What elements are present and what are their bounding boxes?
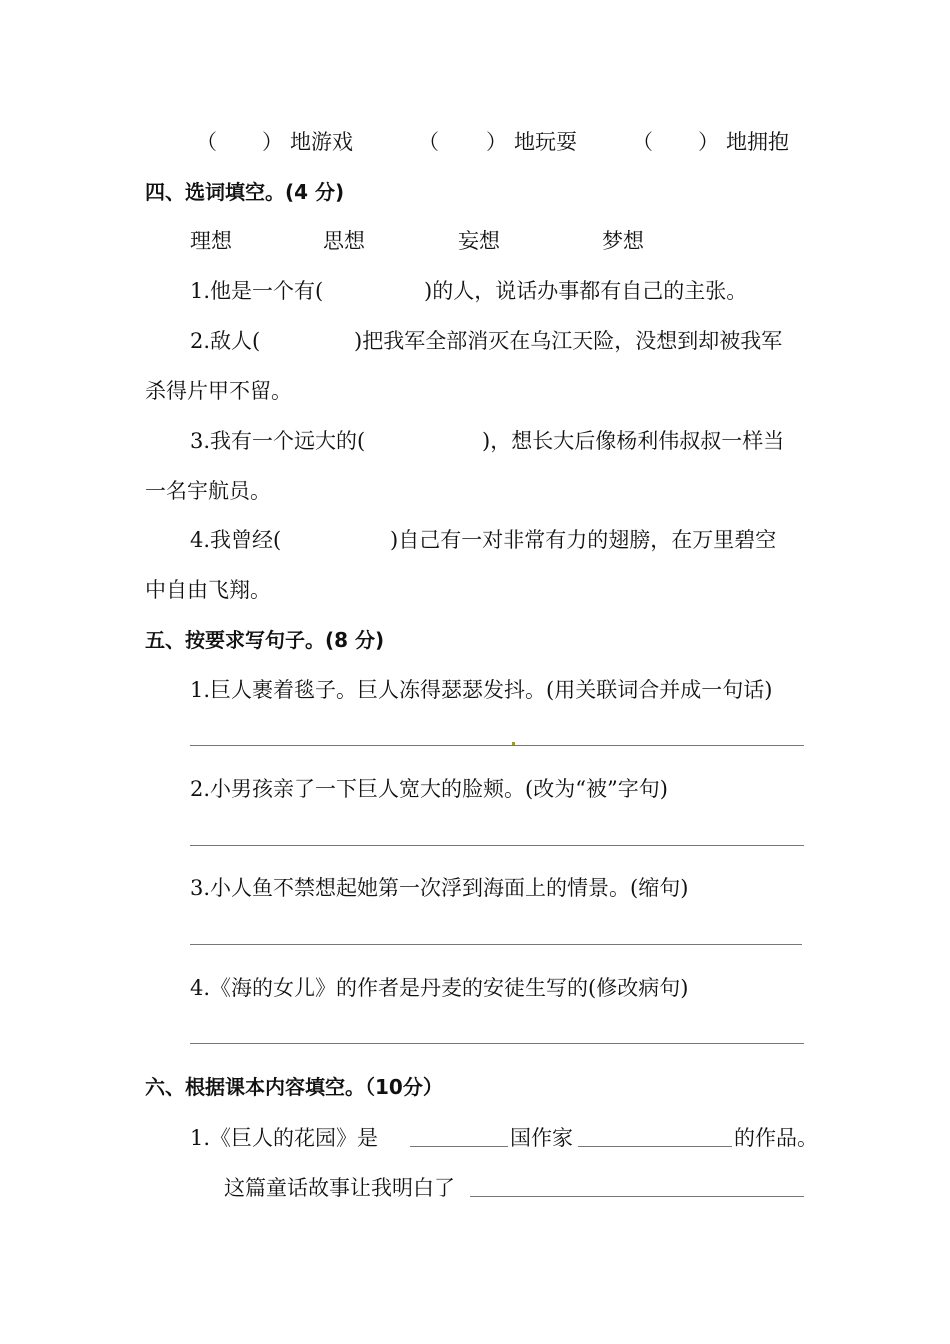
word-option-1: 理想 <box>190 229 232 253</box>
answer-line-1[interactable] <box>190 745 804 746</box>
s4-q4-pre: 4.我曾经( <box>190 528 282 552</box>
phrase-2: 地玩耍 <box>514 130 577 154</box>
phrase-3: 地拥抱 <box>726 130 789 154</box>
s5-q1: 1.巨人裹着毯子。巨人冻得瑟瑟发抖。(用关联词合并成一句话) <box>190 678 773 702</box>
section5-heading: 五、按要求写句子。(8 分) <box>145 628 385 652</box>
blank-open-1: （ <box>196 130 217 154</box>
blank-close-1: ） <box>262 130 283 154</box>
s4-q4-post: )自己有一对非常有力的翅膀，在万里碧空 <box>390 528 777 552</box>
s4-q1-post: )的人，说话办事都有自己的主张。 <box>424 279 748 303</box>
blank-open-2: （ <box>418 130 439 154</box>
s6-q1-c: 的作品。 <box>734 1126 818 1150</box>
s4-q2-pre: 2.敌人( <box>190 329 261 353</box>
answer-line-2[interactable] <box>190 845 804 846</box>
section4-heading: 四、选词填空。(4 分) <box>145 180 345 204</box>
s4-q3-pre: 3.我有一个远大的( <box>190 429 366 453</box>
s4-q2-post: )把我军全部消灭在乌江天险，没想到却被我军 <box>354 329 783 353</box>
speck <box>512 742 515 745</box>
answer-line-3[interactable] <box>190 944 802 945</box>
s4-q3-post: )，想长大后像杨利伟叔叔一样当 <box>482 429 785 453</box>
s6-q1-b: 国作家 <box>510 1126 573 1150</box>
word-option-3: 妄想 <box>458 229 500 253</box>
s6-q1-a: 1.《巨人的花园》是 <box>190 1126 379 1150</box>
blank-open-3: （ <box>632 130 653 154</box>
section6-heading: 六、根据课本内容填空。（10分） <box>145 1075 443 1099</box>
word-option-2: 思想 <box>323 229 365 253</box>
blank-close-2: ） <box>486 130 507 154</box>
s5-q4: 4.《海的女儿》的作者是丹麦的安徒生写的(修改病句) <box>190 976 689 1000</box>
s4-q3-cont: 一名宇航员。 <box>145 479 271 503</box>
s4-q2-cont: 杀得片甲不留。 <box>145 379 292 403</box>
phrase-1: 地游戏 <box>290 130 353 154</box>
word-option-4: 梦想 <box>602 229 644 253</box>
blank-country[interactable] <box>410 1146 508 1147</box>
blank-lesson[interactable] <box>470 1196 804 1197</box>
blank-close-3: ） <box>698 130 719 154</box>
s5-q2: 2.小男孩亲了一下巨人宽大的脸颊。(改为“被”字句) <box>190 777 668 801</box>
s6-q1-line2: 这篇童话故事让我明白了 <box>224 1176 455 1200</box>
s4-q1-pre: 1.他是一个有( <box>190 279 324 303</box>
answer-line-4[interactable] <box>190 1043 804 1044</box>
s5-q3: 3.小人鱼不禁想起她第一次浮到海面上的情景。(缩句) <box>190 876 689 900</box>
blank-author[interactable] <box>578 1146 732 1147</box>
s4-q4-cont: 中自由飞翔。 <box>145 578 271 602</box>
